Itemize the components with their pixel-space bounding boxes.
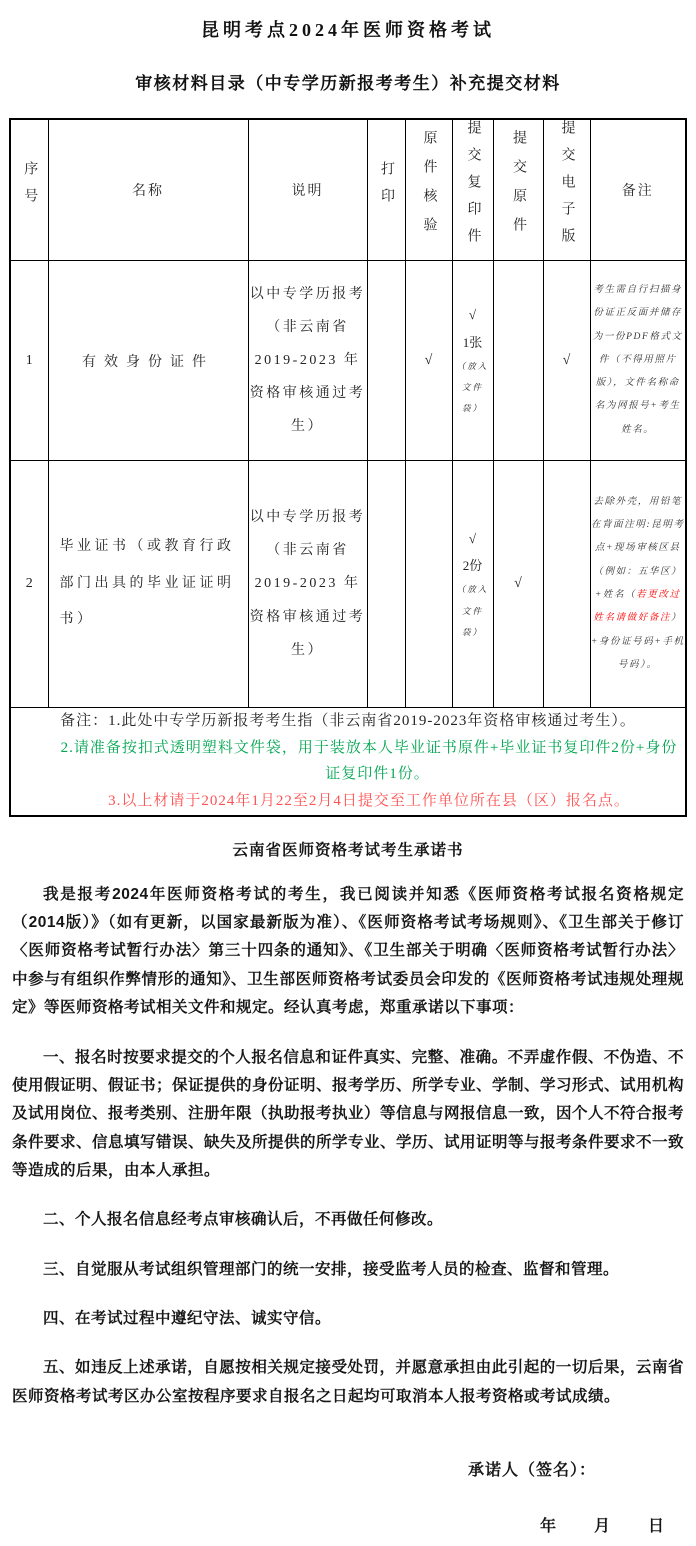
page-title: 昆明考点2024年医师资格考试 xyxy=(201,20,495,40)
col-header-original-verify: 原件核验 xyxy=(405,119,452,261)
cell-material-name: 有效身份证件 xyxy=(48,261,248,461)
pledge-paragraph-5: 五、如违反上述承诺，自愿按相关规定接受处罚，并愿意承担由此引起的一切后果，云南省医师资格考试考区办公室按程序要求自报名之日起均可取消本人报考资格或考试成绩。 xyxy=(12,1359,684,1405)
pledge-paragraph-intro: 我是报考2024年医师资格考试的考生，我已阅读并知悉《医师资格考试报名资格规定（2014版）》（如有更新，以国家最新版为准）、《医师资格考试考场规则》、《卫生部关于修订〈医师资格考试暂行办法〉第三十四条的通知》、《卫生部关于明确〈医师资格考试暂行办法〉中参与有组织作弊情形的通知》、卫生部医师资格考试委员会印发的《医师资格考试违规处理规定》等医师资格考试相关文件和规定。经认真考虑，郑重承诺以下事项： xyxy=(12,885,684,1017)
date-label: 年 月 日 xyxy=(539,1518,666,1536)
table-notes-row xyxy=(10,708,686,816)
table-row-diploma xyxy=(10,461,686,708)
cell-submit-original-check: √ xyxy=(493,461,543,708)
copy-quantity: 1张 xyxy=(462,334,483,350)
pledge-paragraph-2: 二、个人报名信息经考点审核确认后，不再做任何修改。 xyxy=(43,1211,444,1229)
table-header-row xyxy=(10,119,686,261)
cell-print xyxy=(367,461,405,708)
copy-checkmark: √ xyxy=(468,530,477,546)
cell-submit-copy xyxy=(452,461,493,708)
col-header-remark: 备注 xyxy=(590,119,686,261)
cell-remark: 考生需自行扫描身份证正反面并储存为一份PDF格式文件（不得用照片版），文件名称命名为网报号+考生姓名。 xyxy=(590,261,686,461)
note-item-1: 1.此处中专学历新报考考生指（非云南省2019-2023年资格审核通过考生）。 xyxy=(108,713,636,729)
pledge-section xyxy=(0,838,696,1536)
notes-cell xyxy=(10,708,686,816)
materials-table xyxy=(9,118,687,817)
col-header-submit-digital: 提交电子版 xyxy=(543,119,590,261)
col-header-seq: 序号 xyxy=(10,119,48,261)
pledge-paragraph-3: 三、自觉服从考试组织管理部门的统一安排，接受监考人员的检查、监督和管理。 xyxy=(43,1260,620,1278)
col-header-print: 打印 xyxy=(367,119,405,261)
cell-description: 以中专学历报考（非云南省2019-2023 年资格审核通过考生） xyxy=(248,461,367,708)
notes-label: 备注： xyxy=(60,713,109,729)
cell-submit-copy xyxy=(452,261,493,461)
notes-line-1 xyxy=(11,708,685,735)
pledge-title: 云南省医师资格考试考生承诺书 xyxy=(232,841,464,859)
cell-print xyxy=(367,261,405,461)
cell-description: 以中专学历报考（非云南省2019-2023 年资格审核通过考生） xyxy=(248,261,367,461)
col-header-name: 名称 xyxy=(48,119,248,261)
remark-red-text: 若更改过姓名请做好备注 xyxy=(593,590,681,624)
pledge-paragraph-1: 一、报名时按要求提交的个人报名信息和证件真实、完整、准确。不弄虚作假、不伪造、不使用假证明、假证书；保证提供的身份证明、报考学历、所学专业、学制、学习形式、试用机构及试用岗位、报考类别、注册年限（执助报考执业）等信息与网报信息一致，因个人不符合报考条件要求、信息填写错误、缺失及所提供的所学专业、学历、试用证明等与报考条件要求不一致等造成的后果，由本人承担。 xyxy=(12,1048,685,1179)
cell-remark: 去除外壳，用铅笔在背面注明:昆明考点+现场审核区县（例如：五华区）+姓名（若更改过姓名请做好备注）+身份证号码+手机号码）。 xyxy=(590,461,686,708)
note-item-3: 3.以上材请于2024年1月22至2月4日提交至工作单位所在县（区）报名点。 xyxy=(108,793,630,810)
cell-material-name: 毕业证书（或教育行政部门出具的毕业证证明书） xyxy=(48,461,248,708)
note-item-2: 2.请准备按扣式透明塑料文件袋，用于装放本人毕业证书原件+毕业证书复印件2份+身份证复印件1份。 xyxy=(60,739,678,783)
copy-bag-note: （放入文件袋） xyxy=(456,584,489,637)
cell-submit-digital-check: √ xyxy=(543,261,590,461)
copy-bag-note: （放入文件袋） xyxy=(456,360,489,414)
col-header-submit-copy: 提交复印件 xyxy=(452,119,493,261)
page-subtitle: 审核材料目录（中专学历新报考考生）补充提交材料 xyxy=(135,74,561,93)
cell-original-verify-check xyxy=(405,461,452,708)
signature-label: 承诺人（签名）： xyxy=(467,1462,596,1480)
copy-checkmark: √ xyxy=(468,307,477,323)
table-row-id-card xyxy=(10,261,686,461)
cell-seq: 1 xyxy=(10,261,48,461)
cell-submit-digital-check xyxy=(543,461,590,708)
cell-submit-original-check xyxy=(493,261,543,461)
col-header-submit-original: 提交原件 xyxy=(493,119,543,261)
cell-original-verify-check: √ xyxy=(405,261,452,461)
pledge-paragraph-4: 四、在考试过程中遵纪守法、诚实守信。 xyxy=(43,1310,332,1328)
copy-quantity: 2份 xyxy=(462,558,483,574)
col-header-desc: 说明 xyxy=(248,119,367,261)
cell-seq: 2 xyxy=(10,461,48,708)
